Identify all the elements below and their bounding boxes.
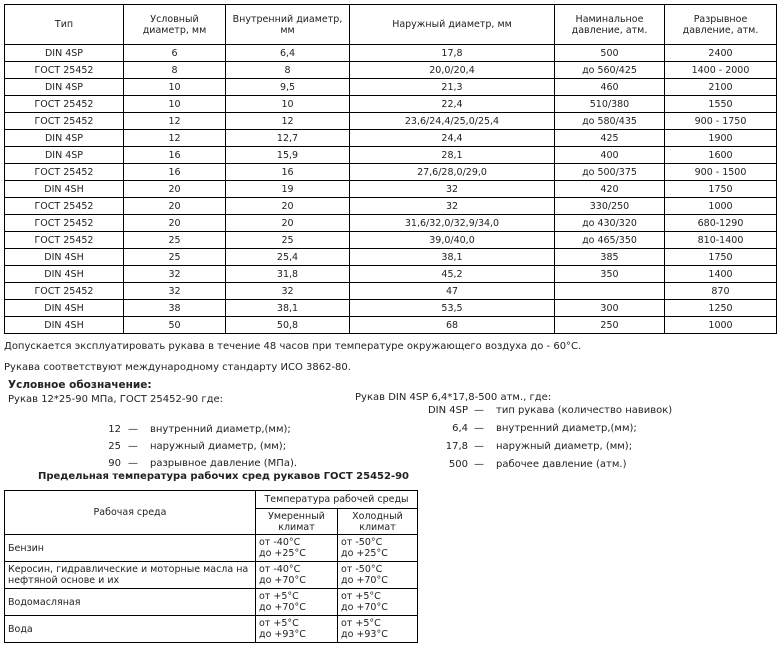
cell-nominal-pressure: до 500/375: [555, 164, 665, 181]
designation-left-example: Рукав 12*25-90 МПа, ГОСТ 25452-90 где:: [8, 394, 224, 405]
temp-table-title: Предельная температура рабочих сред рукавов ГОСТ 25452-90: [38, 471, 410, 482]
cell-burst-pressure: 1900: [665, 130, 777, 147]
left-item-dash: —: [128, 458, 138, 469]
spec-row: [5, 198, 777, 215]
cell-burst-pressure: 1600: [665, 147, 777, 164]
cell-inner-diameter: 10: [226, 96, 350, 113]
cell-nominal-diameter: 50: [124, 317, 226, 334]
cell-type: DIN 4SH: [5, 300, 124, 317]
spec-row: [5, 45, 777, 62]
temp-cold-to: до +93°С: [341, 629, 388, 640]
right-item-key: DIN 4SP: [427, 405, 468, 416]
cell-nominal-diameter: 6: [124, 45, 226, 62]
cell-nominal-pressure: 350: [555, 266, 665, 283]
cell-inner-diameter: 12,7: [226, 130, 350, 147]
cell-inner-diameter: 9,5: [226, 79, 350, 96]
cell-nominal-diameter: 20: [124, 215, 226, 232]
temp-row: [5, 616, 418, 643]
temp-cold: [338, 589, 418, 616]
temp-moderate-to: до +70°С: [259, 575, 306, 586]
cell-nominal-pressure: до 580/435: [555, 113, 665, 130]
cell-inner-diameter: 12: [226, 113, 350, 130]
temp-moderate-from: от -40°С: [259, 537, 301, 548]
cell-nominal-pressure: до 430/320: [555, 215, 665, 232]
cell-nominal-diameter: 25: [124, 249, 226, 266]
cell-nominal-diameter: 16: [124, 164, 226, 181]
right-item-dash: —: [474, 405, 484, 416]
spec-row: [5, 147, 777, 164]
spec-row: [5, 130, 777, 147]
cell-nominal-pressure: 385: [555, 249, 665, 266]
cell-nominal-pressure: до 465/350: [555, 232, 665, 249]
cell-type: DIN 4SH: [5, 249, 124, 266]
header-nominal-pressure: Наминальное давление, атм.: [555, 5, 665, 45]
cell-nominal-diameter: 20: [124, 181, 226, 198]
cell-burst-pressure: 1400 - 2000: [665, 62, 777, 79]
cell-outer-diameter: 32: [350, 181, 555, 198]
temp-cold-to: до +70°С: [341, 602, 388, 613]
temp-medium: Вода: [5, 616, 256, 643]
cell-burst-pressure: 870: [665, 283, 777, 300]
temp-moderate: [256, 535, 338, 562]
spec-row: [5, 181, 777, 198]
cell-nominal-pressure: 250: [555, 317, 665, 334]
cell-nominal-pressure: 300: [555, 300, 665, 317]
cell-outer-diameter: 31,6/32,0/32,9/34,0: [350, 215, 555, 232]
temp-moderate: [256, 562, 338, 589]
cell-burst-pressure: 1750: [665, 181, 777, 198]
cell-outer-diameter: 27,6/28,0/29,0: [350, 164, 555, 181]
cell-outer-diameter: 45,2: [350, 266, 555, 283]
cell-outer-diameter: 28,1: [350, 147, 555, 164]
header-inner-diameter: Внутренний диаметр, мм: [226, 5, 350, 45]
temp-moderate-to: до +25°С: [259, 548, 306, 559]
spec-header-row: [5, 5, 777, 45]
cell-type: DIN 4SH: [5, 181, 124, 198]
cell-type: ГОСТ 25452: [5, 96, 124, 113]
spec-row: [5, 96, 777, 113]
cell-nominal-diameter: 32: [124, 283, 226, 300]
cell-burst-pressure: 1400: [665, 266, 777, 283]
cell-outer-diameter: 17,8: [350, 45, 555, 62]
cell-type: DIN 4SP: [5, 45, 124, 62]
cell-inner-diameter: 19: [226, 181, 350, 198]
cell-nominal-pressure: 500: [555, 45, 665, 62]
spec-row: [5, 79, 777, 96]
cell-type: DIN 4SP: [5, 147, 124, 164]
designation-right-example: Рукав DIN 4SP 6,4*17,8-500 атм., где:: [355, 392, 552, 403]
cell-outer-diameter: 39,0/40,0: [350, 232, 555, 249]
header-burst-pressure: Разрывное давление, атм.: [665, 5, 777, 45]
cell-burst-pressure: 900 - 1750: [665, 113, 777, 130]
right-item-desc: тип рукава (количество навивок): [496, 405, 673, 416]
cell-nominal-diameter: 10: [124, 79, 226, 96]
cell-inner-diameter: 38,1: [226, 300, 350, 317]
cell-type: ГОСТ 25452: [5, 113, 124, 130]
cell-type: ГОСТ 25452: [5, 62, 124, 79]
cell-burst-pressure: 1000: [665, 198, 777, 215]
cell-inner-diameter: 31,8: [226, 266, 350, 283]
cell-nominal-diameter: 12: [124, 130, 226, 147]
header-nominal-diameter: Условный диаметр, мм: [124, 5, 226, 45]
cell-inner-diameter: 16: [226, 164, 350, 181]
cell-burst-pressure: 680-1290: [665, 215, 777, 232]
right-item-key: 6,4: [452, 423, 468, 434]
cell-nominal-diameter: 16: [124, 147, 226, 164]
right-item-key: 500: [448, 459, 468, 470]
temp-medium: Керосин, гидравлические и моторные масла на нефтяной основе и их: [5, 562, 256, 589]
temperature-table: [4, 490, 418, 643]
cell-nominal-pressure: [555, 283, 665, 300]
right-item-desc: внутренний диаметр,(мм);: [496, 423, 637, 434]
spec-row: [5, 62, 777, 79]
right-item-desc: наружный диаметр, (мм);: [496, 441, 633, 452]
left-item-desc: внутренний диаметр,(мм);: [150, 424, 291, 435]
cell-burst-pressure: 1250: [665, 300, 777, 317]
cell-inner-diameter: 25,4: [226, 249, 350, 266]
spec-row: [5, 215, 777, 232]
cell-type: ГОСТ 25452: [5, 215, 124, 232]
cell-nominal-diameter: 8: [124, 62, 226, 79]
operation-note: Допускается эксплуатировать рукава в течение 48 часов при температуре окружающего воздуха до - 60°С.: [4, 341, 582, 352]
spec-table-body: [5, 45, 777, 334]
temp-header-cold: Холодный климат: [338, 509, 418, 535]
standard-note: Рукава соответствуют международному стандарту ИСО 3862-80.: [4, 362, 351, 373]
temp-header-medium: Рабочая среда: [5, 491, 256, 535]
cell-outer-diameter: 23,6/24,4/25,0/25,4: [350, 113, 555, 130]
left-item-dash: —: [128, 424, 138, 435]
temp-row: [5, 562, 418, 589]
cell-burst-pressure: 810-1400: [665, 232, 777, 249]
temp-medium: Бензин: [5, 535, 256, 562]
temp-moderate: [256, 616, 338, 643]
temp-cold-from: от +5°С: [341, 591, 381, 602]
right-item-key: 17,8: [445, 441, 468, 452]
temp-cold-from: от -50°С: [341, 564, 383, 575]
temp-moderate-to: до +93°С: [259, 629, 306, 640]
left-item-dash: —: [128, 441, 138, 452]
cell-inner-diameter: 20: [226, 198, 350, 215]
cell-outer-diameter: 21,3: [350, 79, 555, 96]
spec-row: [5, 266, 777, 283]
left-item-key: 25: [108, 441, 121, 452]
cell-nominal-pressure: 510/380: [555, 96, 665, 113]
spec-row: [5, 232, 777, 249]
cell-burst-pressure: 1550: [665, 96, 777, 113]
temp-cold-from: от -50°С: [341, 537, 383, 548]
temp-header-group: Температура рабочей среды: [256, 491, 418, 509]
temp-cold: [338, 535, 418, 562]
left-item-key: 12: [108, 424, 121, 435]
temp-cold-from: от +5°С: [341, 618, 381, 629]
cell-nominal-pressure: до 560/425: [555, 62, 665, 79]
cell-type: ГОСТ 25452: [5, 198, 124, 215]
hose-spec-table: [4, 4, 777, 334]
temp-header-moderate: Умеренный климат: [256, 509, 338, 535]
cell-inner-diameter: 20: [226, 215, 350, 232]
cell-outer-diameter: 20,0/20,4: [350, 62, 555, 79]
cell-burst-pressure: 2400: [665, 45, 777, 62]
temp-moderate-from: от +5°С: [259, 591, 299, 602]
temp-moderate-from: от -40°С: [259, 564, 301, 575]
header-type: Тип: [5, 5, 124, 45]
spec-row: [5, 317, 777, 334]
cell-nominal-pressure: 425: [555, 130, 665, 147]
cell-outer-diameter: 38,1: [350, 249, 555, 266]
left-item-desc: разрывное давление (МПа).: [150, 458, 298, 469]
temp-row: [5, 589, 418, 616]
temp-moderate: [256, 589, 338, 616]
cell-type: ГОСТ 25452: [5, 283, 124, 300]
cell-outer-diameter: 47: [350, 283, 555, 300]
cell-type: DIN 4SH: [5, 317, 124, 334]
cell-type: ГОСТ 25452: [5, 232, 124, 249]
header-outer-diameter: Наружный диаметр, мм: [350, 5, 555, 45]
right-item-dash: —: [474, 459, 484, 470]
cell-nominal-pressure: 330/250: [555, 198, 665, 215]
cell-nominal-diameter: 38: [124, 300, 226, 317]
cell-burst-pressure: 1750: [665, 249, 777, 266]
temp-moderate-to: до +70°С: [259, 602, 306, 613]
cell-burst-pressure: 1000: [665, 317, 777, 334]
cell-outer-diameter: 22,4: [350, 96, 555, 113]
temp-moderate-from: от +5°С: [259, 618, 299, 629]
temp-row: [5, 535, 418, 562]
cell-nominal-diameter: 25: [124, 232, 226, 249]
cell-inner-diameter: 8: [226, 62, 350, 79]
temp-cold-to: до +70°С: [341, 575, 388, 586]
cell-type: DIN 4SP: [5, 130, 124, 147]
left-item-desc: наружный диаметр, (мм);: [150, 441, 287, 452]
right-item-dash: —: [474, 441, 484, 452]
cell-nominal-pressure: 400: [555, 147, 665, 164]
temp-cold-to: до +25°С: [341, 548, 388, 559]
designation-title: Условное обозначение:: [8, 379, 152, 391]
temp-header-row: [5, 491, 418, 509]
left-item-key: 90: [108, 458, 121, 469]
spec-row: [5, 283, 777, 300]
right-item-desc: рабочее давление (атм.): [496, 459, 627, 470]
right-item-dash: —: [474, 423, 484, 434]
cell-nominal-diameter: 20: [124, 198, 226, 215]
cell-type: DIN 4SP: [5, 79, 124, 96]
cell-nominal-pressure: 420: [555, 181, 665, 198]
spec-row: [5, 249, 777, 266]
cell-nominal-diameter: 12: [124, 113, 226, 130]
spec-row: [5, 113, 777, 130]
cell-outer-diameter: 32: [350, 198, 555, 215]
cell-outer-diameter: 53,5: [350, 300, 555, 317]
cell-burst-pressure: 2100: [665, 79, 777, 96]
cell-inner-diameter: 25: [226, 232, 350, 249]
cell-type: ГОСТ 25452: [5, 164, 124, 181]
temp-cold: [338, 562, 418, 589]
cell-burst-pressure: 900 - 1500: [665, 164, 777, 181]
cell-nominal-pressure: 460: [555, 79, 665, 96]
cell-outer-diameter: 24,4: [350, 130, 555, 147]
cell-inner-diameter: 15,9: [226, 147, 350, 164]
cell-nominal-diameter: 10: [124, 96, 226, 113]
temp-medium: Водомасляная: [5, 589, 256, 616]
cell-type: DIN 4SH: [5, 266, 124, 283]
cell-outer-diameter: 68: [350, 317, 555, 334]
cell-inner-diameter: 6,4: [226, 45, 350, 62]
spec-row: [5, 300, 777, 317]
spec-row: [5, 164, 777, 181]
temp-cold: [338, 616, 418, 643]
cell-nominal-diameter: 32: [124, 266, 226, 283]
cell-inner-diameter: 32: [226, 283, 350, 300]
cell-inner-diameter: 50,8: [226, 317, 350, 334]
